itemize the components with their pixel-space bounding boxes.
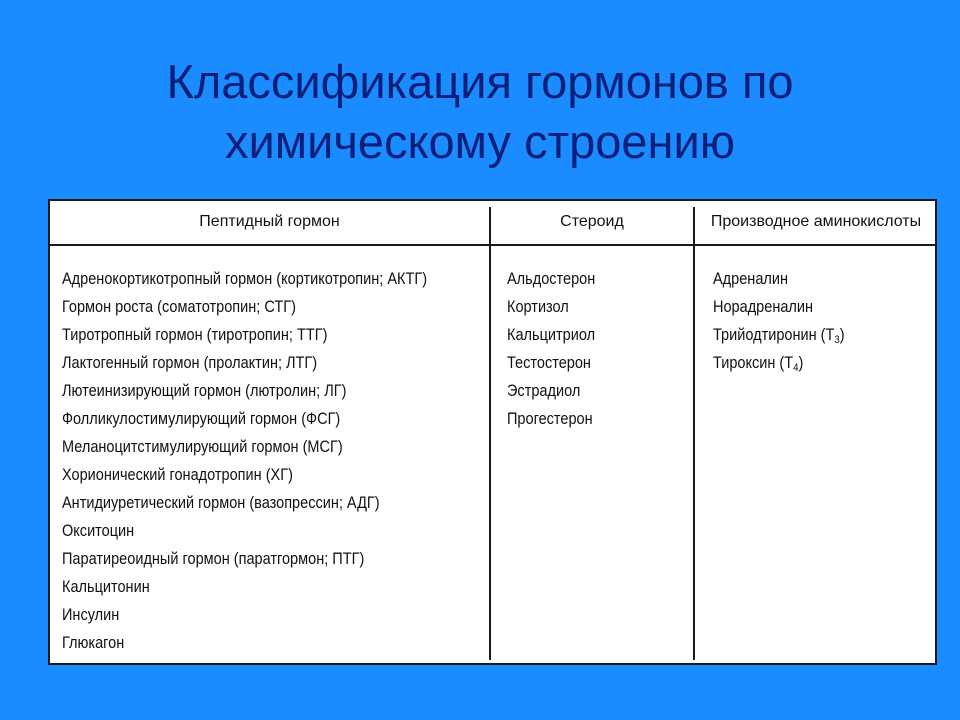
- list-item: Лактогенный гормон (пролактин; ЛТГ): [62, 354, 318, 372]
- t3-close: ): [839, 326, 845, 344]
- list-item: Лютеинизирующий гормон (лютролин; ЛГ): [62, 382, 347, 400]
- list-item: Глюкагон: [62, 634, 125, 652]
- header-steroid: Стероид: [560, 213, 624, 230]
- header-amino-acid-derivative: Производное аминокислоты: [710, 213, 922, 230]
- list-item: Норадреналин: [713, 298, 814, 316]
- list-item: Кальцитонин: [62, 578, 150, 596]
- list-item: Фолликулостимулирующий гормон (ФСГ): [62, 410, 341, 428]
- slide-title-line-1: Классификация гормонов по: [166, 55, 794, 108]
- list-item: Кортизол: [507, 298, 569, 316]
- t3-label: Трийодтиронин (T: [713, 326, 835, 344]
- list-item: Гормон роста (соматотропин; СТГ): [62, 298, 296, 316]
- t4-close: ): [798, 354, 804, 372]
- column-divider-1: [489, 207, 491, 660]
- list-item: Эстрадиол: [507, 382, 581, 400]
- list-item: Кальцитриол: [507, 326, 596, 344]
- t4-label: Тироксин (T: [713, 354, 794, 372]
- t4-subscript: 4: [793, 362, 799, 374]
- list-item: Паратиреоидный гормон (паратгормон; ПТГ): [62, 550, 365, 568]
- list-item: Тиротропный гормон (тиротропин; ТТГ): [62, 326, 328, 344]
- list-item: Адреналин: [713, 270, 789, 288]
- list-item: Хорионический гонадотропин (ХГ): [62, 466, 293, 484]
- peptide-hormone-list: [62, 265, 427, 657]
- list-item-thyroxine: [713, 349, 845, 377]
- table-header-row: [50, 201, 935, 246]
- slide-title: [0, 52, 960, 172]
- slide-title-line-2: химическому строению: [225, 115, 735, 168]
- list-item: Инсулин: [62, 606, 120, 624]
- list-item-triiodothyronine: [713, 321, 845, 349]
- list-item: Альдостерон: [507, 270, 596, 288]
- list-item: Прогестерон: [507, 410, 593, 428]
- amino-acid-derivative-list: [713, 265, 845, 377]
- steroid-hormone-list: [507, 265, 595, 433]
- list-item: Адренокортикотропный гормон (кортикотропин; АКТГ): [62, 270, 428, 288]
- list-item: Антидиуретический гормон (вазопрессин; АДГ): [62, 494, 380, 512]
- list-item: Тестостерон: [507, 354, 591, 372]
- hormone-classification-table: [48, 199, 937, 665]
- column-divider-2: [693, 207, 695, 660]
- list-item: Окситоцин: [62, 522, 135, 540]
- list-item: Меланоцитстимулирующий гормон (МСГ): [62, 438, 343, 456]
- header-peptide: Пептидный гормон: [199, 213, 340, 230]
- t3-subscript: 3: [834, 334, 840, 346]
